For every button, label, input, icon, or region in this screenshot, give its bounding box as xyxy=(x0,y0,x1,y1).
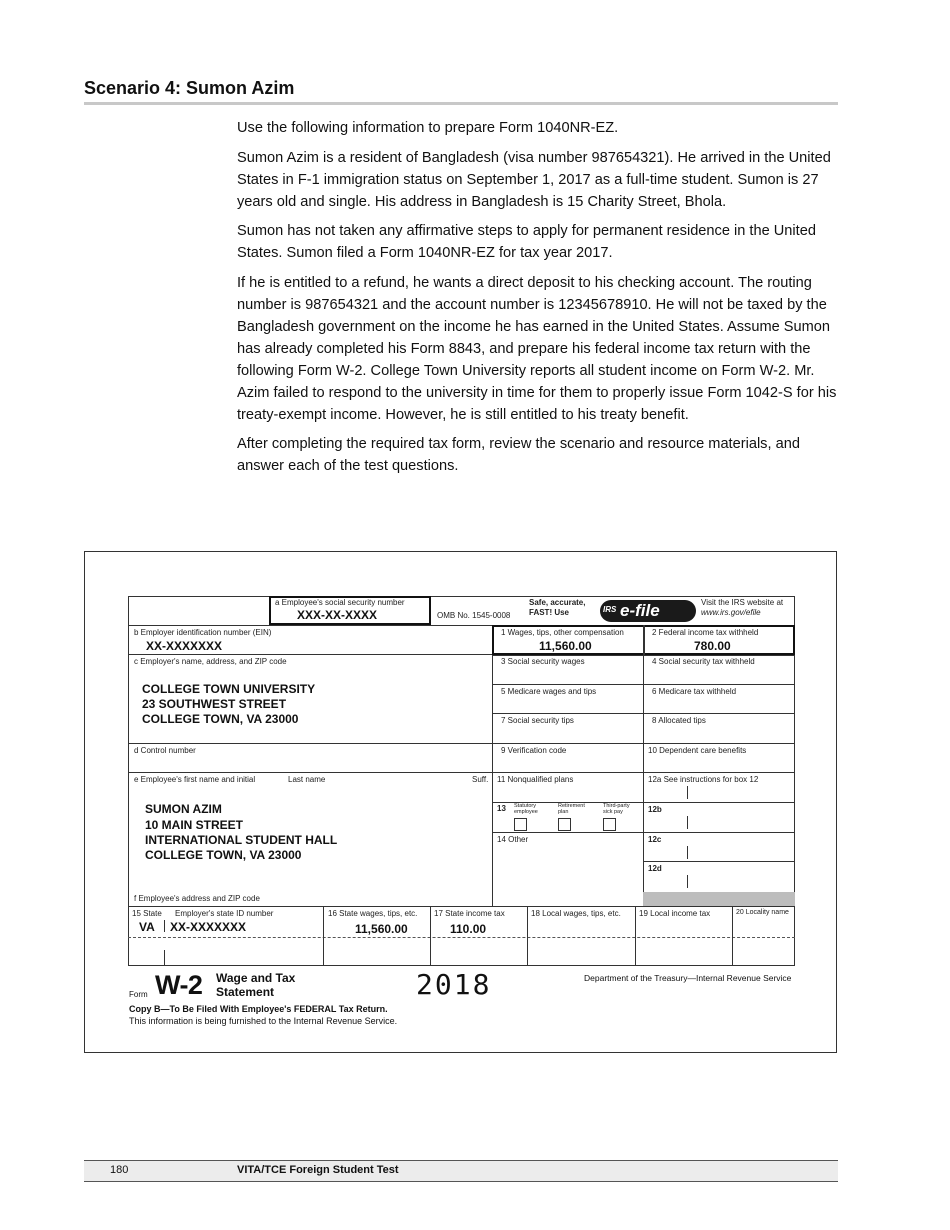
employer-street: 23 SOUTHWEST STREET xyxy=(142,697,287,711)
box-c-label: c Employer's name, address, and ZIP code xyxy=(134,657,287,666)
box7-label: 7 Social security tips xyxy=(501,716,574,725)
box12a-label: 12a See instructions for box 12 xyxy=(648,775,759,784)
divider xyxy=(527,906,528,965)
box8-label: 8 Allocated tips xyxy=(652,716,706,725)
divider xyxy=(128,743,795,744)
third-party-checkbox[interactable] xyxy=(603,818,616,831)
divider xyxy=(128,965,795,966)
box12b-label: 12b xyxy=(648,805,662,814)
box18-label: 18 Local wages, tips, etc. xyxy=(531,909,621,918)
paragraph: After completing the required tax form, review the scenario and resource materials, and answer each of the test questions. xyxy=(237,436,800,474)
furnished-text: This information is being furnished to the Internal Revenue Service. xyxy=(129,1016,398,1026)
employee-name: SUMON AZIM xyxy=(145,802,222,816)
box1-value: 11,560.00 xyxy=(539,639,592,653)
divider xyxy=(687,816,688,829)
divider xyxy=(643,802,795,803)
form-title-line2: Statement xyxy=(216,985,275,999)
box16-value: 11,560.00 xyxy=(355,922,408,936)
paragraph: If he is entitled to a refund, he wants a direct deposit to his checking account. The routing number is 987654321 and the account number is 12345678910. He will not be taxed by the Bangladesh government on the income he has earned in the United States. Assume Sumon has already completed his Form 8843, and prepare his federal income tax return with the following Form W-2. College Town University reports all student income on Form W-2. Mr. Azim failed to respond to the university in time for them to properly issue Form 1042-S for his treaty-exempt income. However, he is still entitled to his treaty benefit. xyxy=(237,274,837,423)
retirement-checkbox[interactable] xyxy=(558,818,571,831)
state-value: VA xyxy=(139,920,155,934)
divider xyxy=(687,846,688,859)
efile-logo xyxy=(600,600,696,622)
divider xyxy=(323,906,324,965)
divider xyxy=(643,861,795,862)
divider xyxy=(687,875,688,888)
box2-label: 2 Federal income tax withheld xyxy=(652,628,759,637)
statutory-checkbox[interactable] xyxy=(514,818,527,831)
visit-text: Visit the IRS website at xyxy=(701,598,784,607)
box12c-label: 12c xyxy=(648,835,662,844)
copy-b-text: Copy B—To Be Filed With Employee's FEDERAL Tax Return. xyxy=(129,1004,388,1014)
divider xyxy=(635,906,636,965)
paragraph: Sumon Azim is a resident of Bangladesh (visa number 987654321). He arrived in the United States in F-1 immigration status on September 1, 2017 as a full-time student. Sumon is 27 years old and single. His address in Bangladesh is 15 Charity Street, Bhola. xyxy=(237,149,831,210)
box19-label: 19 Local income tax xyxy=(639,909,711,918)
divider xyxy=(128,937,795,938)
box20-label: 20 Locality name xyxy=(736,909,789,916)
box13-label: 13 xyxy=(497,804,506,813)
state-id-value: XX-XXXXXXX xyxy=(170,920,247,934)
department-text: Department of the Treasury—Internal Revenue Service xyxy=(584,973,792,983)
box16-label: 16 State wages, tips, etc. xyxy=(328,909,418,918)
divider xyxy=(643,625,645,655)
form-name: W-2 xyxy=(155,970,203,1000)
divider xyxy=(128,654,492,655)
box4-label: 4 Social security tax withheld xyxy=(652,657,755,666)
ein-value: XX-XXXXXXX xyxy=(146,639,223,653)
safe-text: Safe, accurate, xyxy=(529,598,586,607)
box17-label: 17 State income tax xyxy=(434,909,505,918)
employee-hall: INTERNATIONAL STUDENT HALL xyxy=(145,833,338,847)
employer-name: COLLEGE TOWN UNIVERSITY xyxy=(142,682,316,696)
box9-label: 9 Verification code xyxy=(501,746,567,755)
footer-title: VITA/TCE Foreign Student Test xyxy=(237,1164,399,1176)
divider xyxy=(643,625,644,907)
paragraph: Sumon has not taken any affirmative steps to apply for permanent residence in the United States. Sumon filed a Form 1040NR-EZ for tax year 2017. xyxy=(237,223,816,261)
irs-text: IRS xyxy=(603,605,617,614)
form-title-line1: Wage and Tax xyxy=(216,971,296,985)
divider xyxy=(687,786,688,799)
box17-value: 110.00 xyxy=(450,922,487,936)
box1-label: 1 Wages, tips, other compensation xyxy=(501,628,624,637)
page-number: 180 xyxy=(110,1164,129,1176)
omb-number: OMB No. 1545-0008 xyxy=(437,611,511,620)
ssn-value: XXX-XX-XXXX xyxy=(297,608,378,622)
last-name-label: Last name xyxy=(288,775,326,784)
website-text: www.irs.gov/efile xyxy=(701,608,761,617)
statutory-label: Statutory employee xyxy=(514,803,538,815)
tax-year: 2018 xyxy=(416,968,492,1001)
divider xyxy=(492,832,643,833)
divider xyxy=(492,625,493,907)
box11-label: 11 Nonqualified plans xyxy=(497,775,574,784)
divider xyxy=(128,772,795,773)
box3-label: 3 Social security wages xyxy=(501,657,585,666)
box6-label: 6 Medicare tax withheld xyxy=(652,687,737,696)
box12d-label: 12d xyxy=(648,864,662,873)
divider xyxy=(128,906,795,907)
divider xyxy=(492,713,795,714)
shaded-cell xyxy=(643,892,795,906)
box-d-label: d Control number xyxy=(134,746,196,755)
scenario-text xyxy=(237,117,839,485)
state-id-label: Employer's state ID number xyxy=(175,909,274,918)
box14-label: 14 Other xyxy=(497,835,529,844)
fast-text: FAST! Use xyxy=(529,608,570,617)
divider xyxy=(492,684,795,685)
box10-label: 10 Dependent care benefits xyxy=(648,746,747,755)
employer-city: COLLEGE TOWN, VA 23000 xyxy=(142,712,299,726)
divider xyxy=(128,596,795,597)
retirement-label: Retirement plan xyxy=(558,803,585,815)
box2-value: 780.00 xyxy=(694,639,731,653)
page-footer xyxy=(84,1160,838,1182)
divider xyxy=(430,906,431,965)
paragraph: Use the following information to prepare Form 1040NR-EZ. xyxy=(237,120,619,136)
box-b-label: b Employer identification number (EIN) xyxy=(134,628,272,637)
divider xyxy=(643,832,795,833)
box15-label: 15 State xyxy=(132,909,162,918)
divider xyxy=(732,906,733,965)
page-title: Scenario 4: Sumon Azim xyxy=(84,78,838,105)
third-party-label: Third-party sick pay xyxy=(603,803,630,815)
divider xyxy=(164,950,165,965)
box-f-label: f Employee's address and ZIP code xyxy=(134,894,260,903)
efile-text: e-file xyxy=(620,601,660,620)
ssn-label: a Employee's social security number xyxy=(275,598,405,607)
divider xyxy=(128,596,129,966)
employee-street: 10 MAIN STREET xyxy=(145,818,244,832)
form-word: Form xyxy=(129,990,148,999)
box5-label: 5 Medicare wages and tips xyxy=(501,687,597,696)
box-e-label: e Employee's first name and initial xyxy=(134,775,256,784)
suffix-label: Suff. xyxy=(472,775,489,784)
divider xyxy=(164,920,165,932)
employee-city: COLLEGE TOWN, VA 23000 xyxy=(145,848,302,862)
